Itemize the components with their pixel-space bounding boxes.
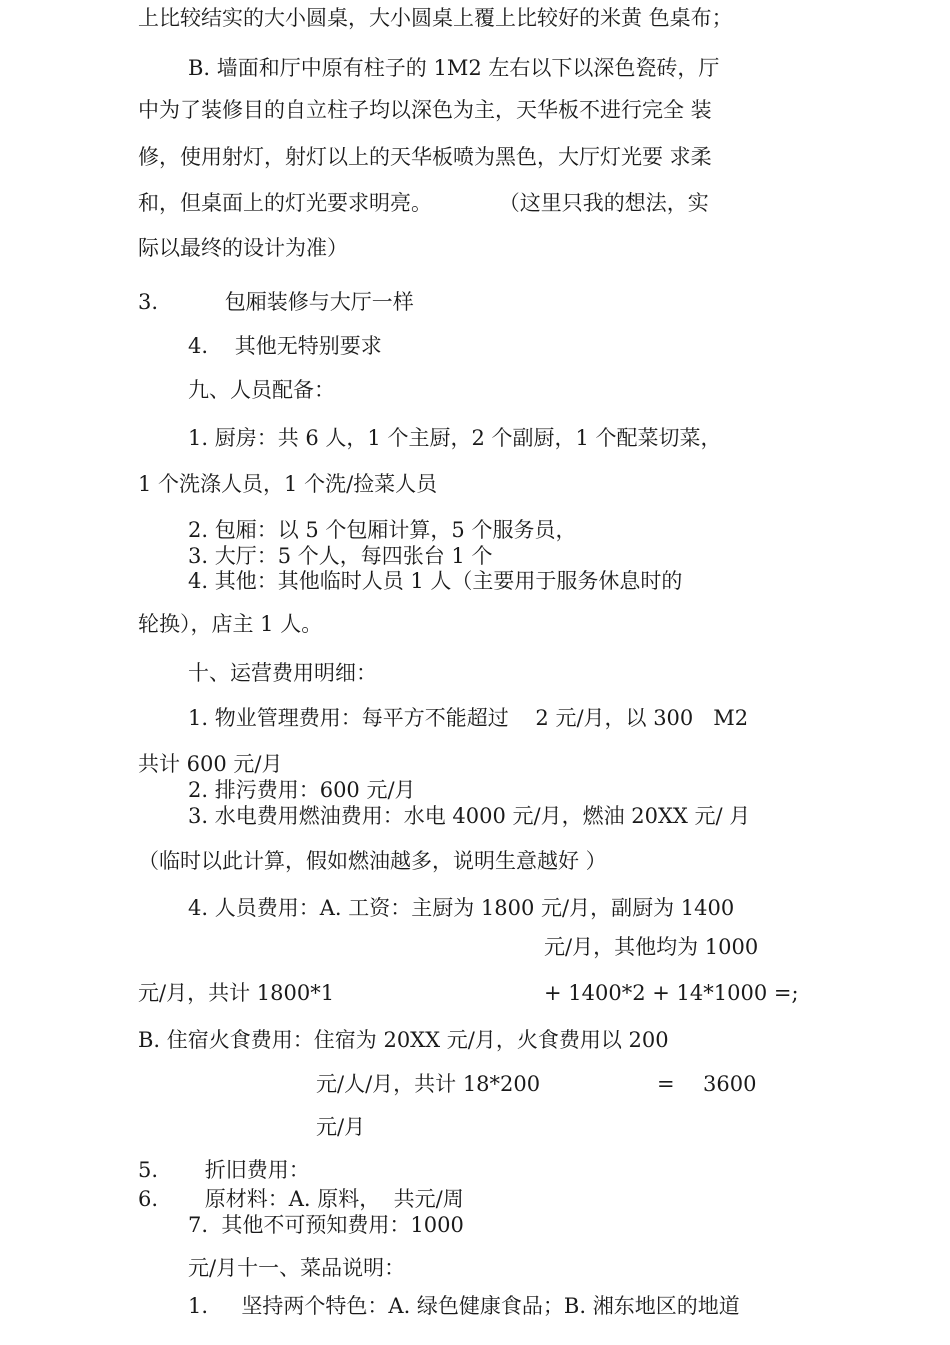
section-heading: 元/月十一、菜品说明： xyxy=(188,1256,406,1280)
text-line: 元/月，共计 1800*1 xyxy=(138,981,335,1005)
text-line: 元/人/月，共计 18*200 xyxy=(316,1072,541,1096)
text-line: 际以最终的设计为准） xyxy=(138,236,348,260)
list-item: 3. 大厅：5 个人，每四张台 1 个 xyxy=(188,544,493,568)
list-item: 6. 原材料：A. 原料， 共元/周 xyxy=(138,1187,464,1211)
text-line: + 1400*2 + 14*1000 =; xyxy=(544,981,799,1005)
list-item: 2. 排污费用：600 元/月 xyxy=(188,778,416,802)
section-heading: 十、运营费用明细： xyxy=(188,661,377,685)
list-item: 1. 厨房：共 6 人，1 个主厨，2 个副厨，1 个配菜切菜， xyxy=(188,426,722,450)
text-line: （临时以此计算，假如燃油越多，说明生意越好 ） xyxy=(138,849,607,873)
list-item: 3. 水电费用燃油费用：水电 4000 元/月，燃油 20XX 元/ 月 xyxy=(188,804,751,828)
text-line: 轮换），店主 1 人。 xyxy=(138,612,323,636)
text-line: B. 墙面和厅中原有柱子的 1M2 左右以下以深色瓷砖，厅 xyxy=(188,56,720,80)
text-line: 修，使用射灯，射灯以上的天华板喷为黑色，大厅灯光要 求柔 xyxy=(138,145,712,169)
list-item: 1. 物业管理费用：每平方不能超过 2 元/月，以 300 M2 xyxy=(188,706,749,730)
list-item: 3. 包厢装修与大厅一样 xyxy=(138,290,414,314)
section-heading: 九、人员配备： xyxy=(188,378,335,402)
list-item: 7. 其他不可预知费用：1000 xyxy=(188,1213,464,1237)
text-line: 元/月，其他均为 1000 xyxy=(544,935,759,959)
text-line: 3600 xyxy=(703,1072,757,1096)
text-line: 共计 600 元/月 xyxy=(138,752,283,776)
text-line: 中为了装修目的自立柱子均以深色为主，天华板不进行完全 装 xyxy=(138,98,712,122)
list-item: 5. 折旧费用： xyxy=(138,1158,310,1182)
text-line: 1 个洗涤人员，1 个洗/捡菜人员 xyxy=(138,472,438,496)
list-item: 4. 其他无特别要求 xyxy=(188,334,382,358)
text-line: B. 住宿火食费用：住宿为 20XX 元/月，火食费用以 200 xyxy=(138,1028,669,1052)
list-item: 1. 坚持两个特色：A. 绿色健康食品；B. 湘东地区的地道 xyxy=(188,1294,740,1318)
text-line: = xyxy=(657,1072,675,1096)
text-line: 和，但桌面上的灯光要求明亮。 （这里只我的想法，实 xyxy=(138,191,709,215)
list-item: 4. 人员费用：A. 工资：主厨为 1800 元/月，副厨为 1400 xyxy=(188,896,735,920)
text-line: 元/月 xyxy=(316,1115,366,1139)
text-line: 上比较结实的大小圆桌，大小圆桌上覆上比较好的米黄 色桌布； xyxy=(138,6,733,30)
list-item: 4. 其他：其他临时人员 1 人（主要用于服务休息时的 xyxy=(188,569,683,593)
list-item: 2. 包厢：以 5 个包厢计算，5 个服务员， xyxy=(188,518,577,542)
